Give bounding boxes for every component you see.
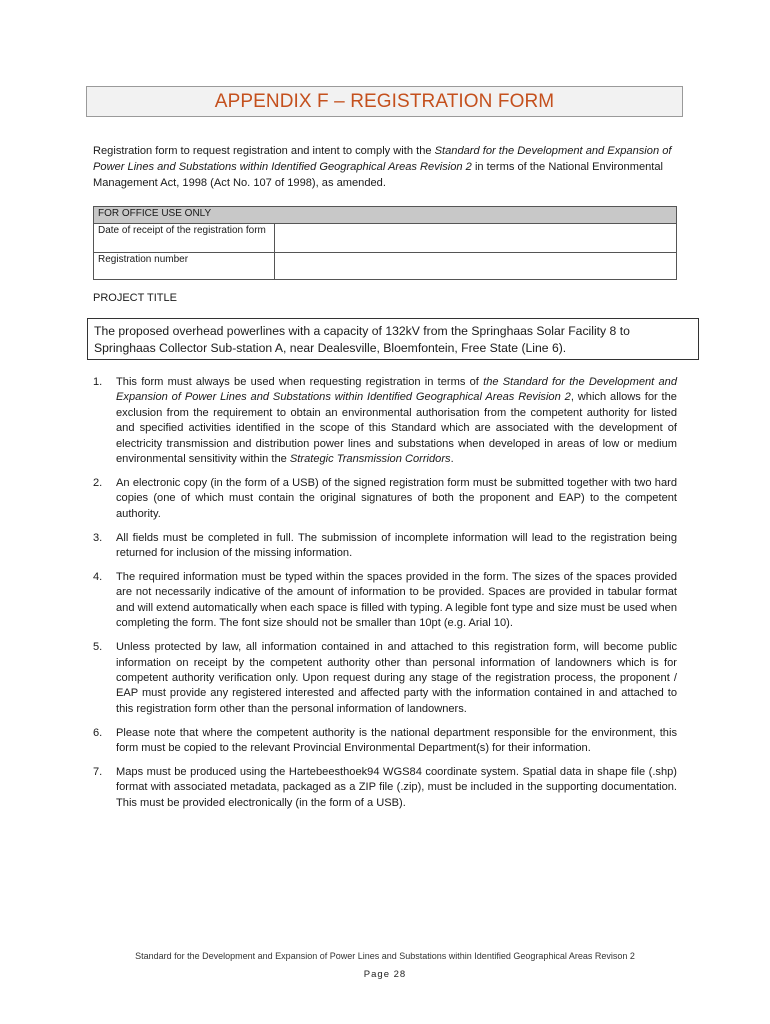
item-text: , which allows for the exclusion from the requirement to obtain an environmental authorisation from the competent authority for listed and specified activities identified in the scope of this Standard which are associated with the development of electricity transmission and distribution power lines and substations when developed in areas of low or medium environmental sensitivity within the xyxy=(116,391,677,466)
instructions-list xyxy=(93,375,677,820)
table-row xyxy=(94,224,677,253)
intro-text-1: Registration form to request registration and intent to comply with the xyxy=(93,145,435,157)
intro-text-2: in terms of the National Environmental Management Act, 1998 (Act No. 107 of 1998), as amended. xyxy=(93,161,664,189)
intro-standard-title: Standard for the Development and Expansion of Power Lines and Substations within Identified Geographical Areas Revision 2 xyxy=(93,145,672,173)
date-of-receipt-label: Date of receipt of the registration form xyxy=(94,224,275,253)
table-row xyxy=(94,253,677,280)
item-text: Please note that where the competent authority is the national department responsible for the environment, this form must be copied to the relevant Provincial Environmental Department(s) for their information. xyxy=(116,726,677,755)
page-footer: Standard for the Development and Expansion of Power Lines and Substations within Identified Geographical Areas Revison 2 xyxy=(135,951,635,961)
list-item xyxy=(93,375,677,467)
item-italic-text: Strategic Transmission Corridors xyxy=(289,453,451,466)
intro-paragraph xyxy=(93,143,679,191)
office-table-header-row xyxy=(94,207,677,224)
item-text: This form must always be used when requesting registration in terms of xyxy=(116,376,484,388)
date-of-receipt-field[interactable] xyxy=(275,224,677,253)
item-number: 4. xyxy=(93,570,103,583)
item-text: Unless protected by law, all information contained in and attached to this registration form, will become public information on receipt by the competent authority other than personal information of landowners which is for competent authority verification only. Upon request during any stage of the registration process, the proponent / EAP must provide any registered interested and affected party with the information contained in and attached to this registration form other than the personal information of landowners. xyxy=(116,641,677,715)
item-number: 3. xyxy=(93,531,103,544)
item-number: 2. xyxy=(93,476,103,489)
item-number: 7. xyxy=(93,765,103,778)
project-title-label: PROJECT TITLE xyxy=(93,292,177,304)
list-item xyxy=(93,726,677,757)
office-table-header: FOR OFFICE USE ONLY xyxy=(94,207,677,224)
item-text: All fields must be completed in full. The submission of incomplete information will lead to the registration being returned for inclusion of the missing information. xyxy=(116,531,677,560)
registration-number-label: Registration number xyxy=(94,253,275,280)
page-number: Page 28 xyxy=(363,969,407,980)
project-title-field[interactable]: The proposed overhead powerlines with a capacity of 132kV from the Springhaas Solar Facility 8 to Springhaas Collector Sub-station A, near Dealesville, Bloemfontein, Free State (Line 6). xyxy=(87,318,699,360)
item-number: 1. xyxy=(93,376,103,388)
list-item xyxy=(93,640,677,717)
item-number: 6. xyxy=(93,726,103,739)
registration-number-field[interactable] xyxy=(275,253,677,280)
item-text: The required information must be typed within the spaces provided in the form. The sizes of the spaces provided are not necessarily indicative of the amount of information to be provided. Spaces are provided in tabular format and will extend automatically when each space is filled with typing. A legible font type and size must be used when completing the form. The font size should not be smaller than 10pt (e.g. Arial 10). xyxy=(116,570,677,630)
title-box xyxy=(86,86,683,117)
item-text: . xyxy=(450,453,454,466)
office-use-table xyxy=(93,206,677,280)
list-item xyxy=(93,765,677,811)
item-number: 5. xyxy=(93,641,103,654)
item-italic-text: the Standard for the Development and Expansion of Power Lines and Substations within Identified Geographical Areas Revision 2 xyxy=(116,376,677,404)
list-item xyxy=(93,476,677,522)
page-title: APPENDIX F – REGISTRATION FORM xyxy=(214,90,555,112)
list-item xyxy=(93,570,677,632)
item-text: Maps must be produced using the Hartebeesthoek94 WGS84 coordinate system. Spatial data in shape file (.shp) format with associated metadata, packaged as a ZIP file (.zip), must be included in the supporting documentation. This must be provided electronically (in the form of a USB). xyxy=(116,765,677,809)
item-text: An electronic copy (in the form of a USB) of the signed registration form must be submitted together with two hard copies (one of which must contain the original signatures of both the proponent and EAP) to the competent authority. xyxy=(116,476,677,520)
list-item xyxy=(93,531,677,562)
